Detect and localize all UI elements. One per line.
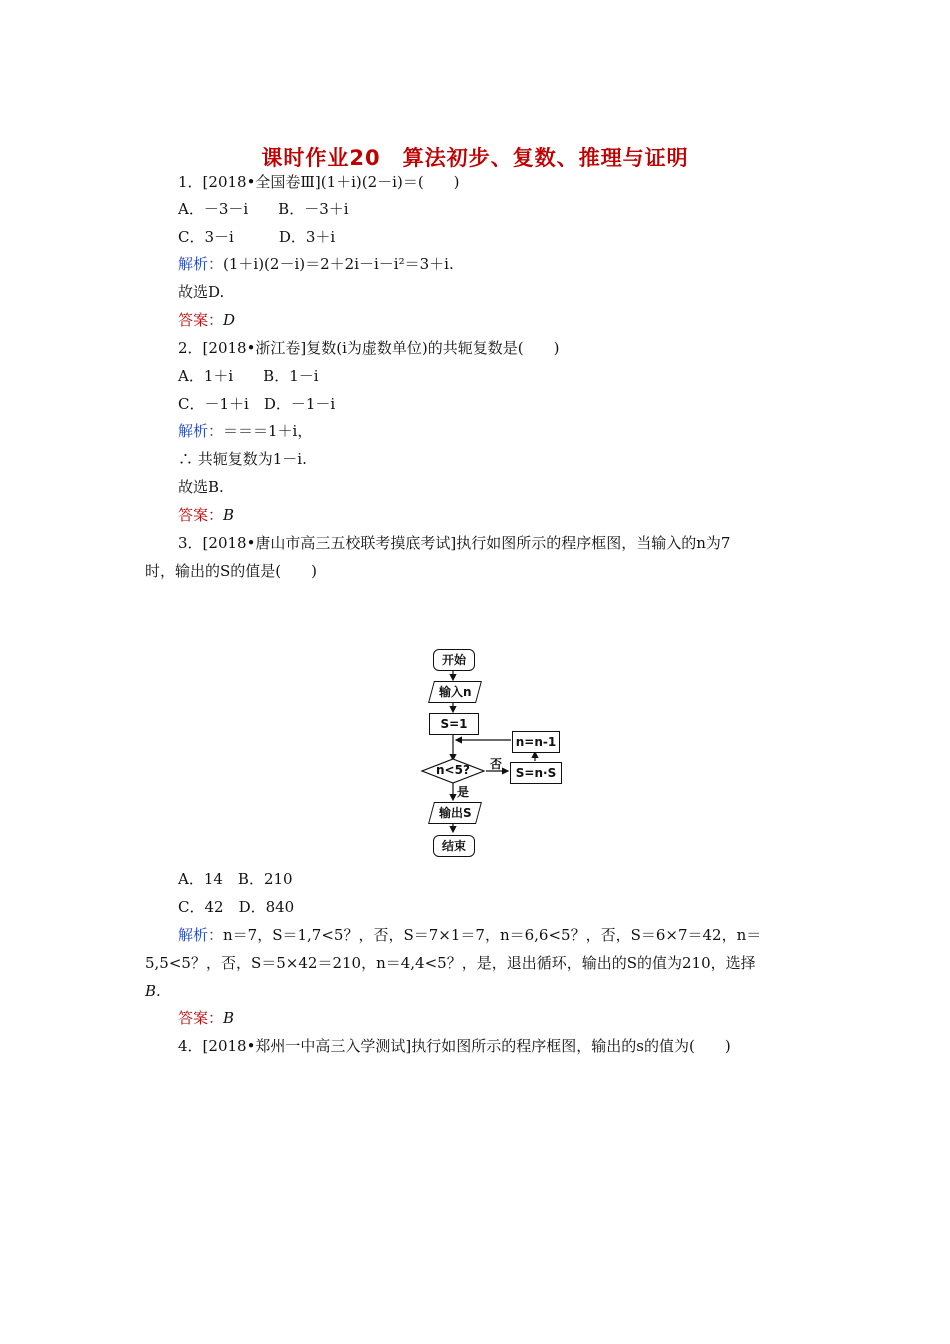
q3-stem-line2: 时，输出的S的值是( ) xyxy=(145,562,317,580)
answer-label: 答案： xyxy=(178,311,224,329)
flowchart xyxy=(420,645,570,860)
q2-analysis xyxy=(178,421,312,441)
analysis-label: 解析： xyxy=(178,255,224,273)
q2-options-ab: A．1＋i B．1－i xyxy=(178,367,319,385)
q3-stem-line1: 3．[2018•唐山市高三五校联考摸底考试]执行如图所示的程序框图，当输入的n为7 xyxy=(178,534,731,552)
flow-condition: n<5? xyxy=(436,763,470,777)
analysis-label: 解析： xyxy=(178,926,224,944)
answer-label: 答案： xyxy=(178,506,224,524)
flow-init: S=1 xyxy=(429,713,479,735)
flow-yes-label: 是 xyxy=(457,785,470,799)
q3-options-cd: C．42 D．840 xyxy=(178,898,295,916)
q1-conclusion: 故选D. xyxy=(178,283,225,301)
answer-value: B xyxy=(223,506,235,524)
flow-multiply: S=n·S xyxy=(510,762,562,784)
q3-analysis-line1 xyxy=(178,925,761,945)
q2-analysis-line2: ∴ 共轭复数为1－i. xyxy=(178,450,307,468)
flow-decrement: n=n-1 xyxy=(512,731,560,753)
analysis-text: ＝＝＝1＋i， xyxy=(223,422,313,440)
q1-analysis xyxy=(178,254,454,274)
analysis-text: (1＋i)(2－i)＝2＋2i－i－i²＝3＋i. xyxy=(223,255,454,273)
q3-analysis-line2: 5,5<5？，否，S＝5×42＝210，n＝4,4<5？，是，退出循环，输出的S的值为210，选择 xyxy=(145,954,756,972)
page-title: 课时作业20 算法初步、复数、推理与证明 xyxy=(261,146,689,170)
q4-stem: 4．[2018•郑州一中高三入学测试]执行如图所示的程序框图，输出的s的值为( ) xyxy=(178,1037,731,1055)
q1-options-ab: A．－3－i B．－3＋i xyxy=(178,200,349,218)
answer-label: 答案： xyxy=(178,1009,224,1027)
flow-output: 输出S xyxy=(428,802,482,824)
flow-no-label: 否 xyxy=(490,757,503,771)
analysis-text: n＝7，S＝1,7<5？，否，S＝7×1＝7，n＝6,6<5？，否，S＝6×7＝42，n＝ xyxy=(223,926,762,944)
q2-options-cd: C．－1＋i D．－1－i xyxy=(178,395,336,413)
q1-answer xyxy=(178,310,235,330)
q1-stem: 1．[2018•全国卷Ⅲ](1＋i)(2－i)＝( ) xyxy=(178,173,460,191)
flow-input: 输入n xyxy=(428,681,482,703)
q3-options-ab: A．14 B．210 xyxy=(178,870,293,888)
q2-answer xyxy=(178,505,234,525)
q1-options-cd: C．3－i D．3＋i xyxy=(178,228,336,246)
analysis-label: 解析： xyxy=(178,422,224,440)
flow-start: 开始 xyxy=(433,649,475,671)
answer-value: D xyxy=(223,311,236,329)
q2-conclusion: 故选B. xyxy=(178,478,224,496)
answer-value: B xyxy=(223,1009,235,1027)
q2-stem: 2．[2018•浙江卷]复数(i为虚数单位)的共轭复数是( ) xyxy=(178,339,560,357)
q3-analysis-line3: B. xyxy=(145,982,161,1000)
flow-end: 结束 xyxy=(433,835,475,857)
q3-answer xyxy=(178,1008,234,1028)
